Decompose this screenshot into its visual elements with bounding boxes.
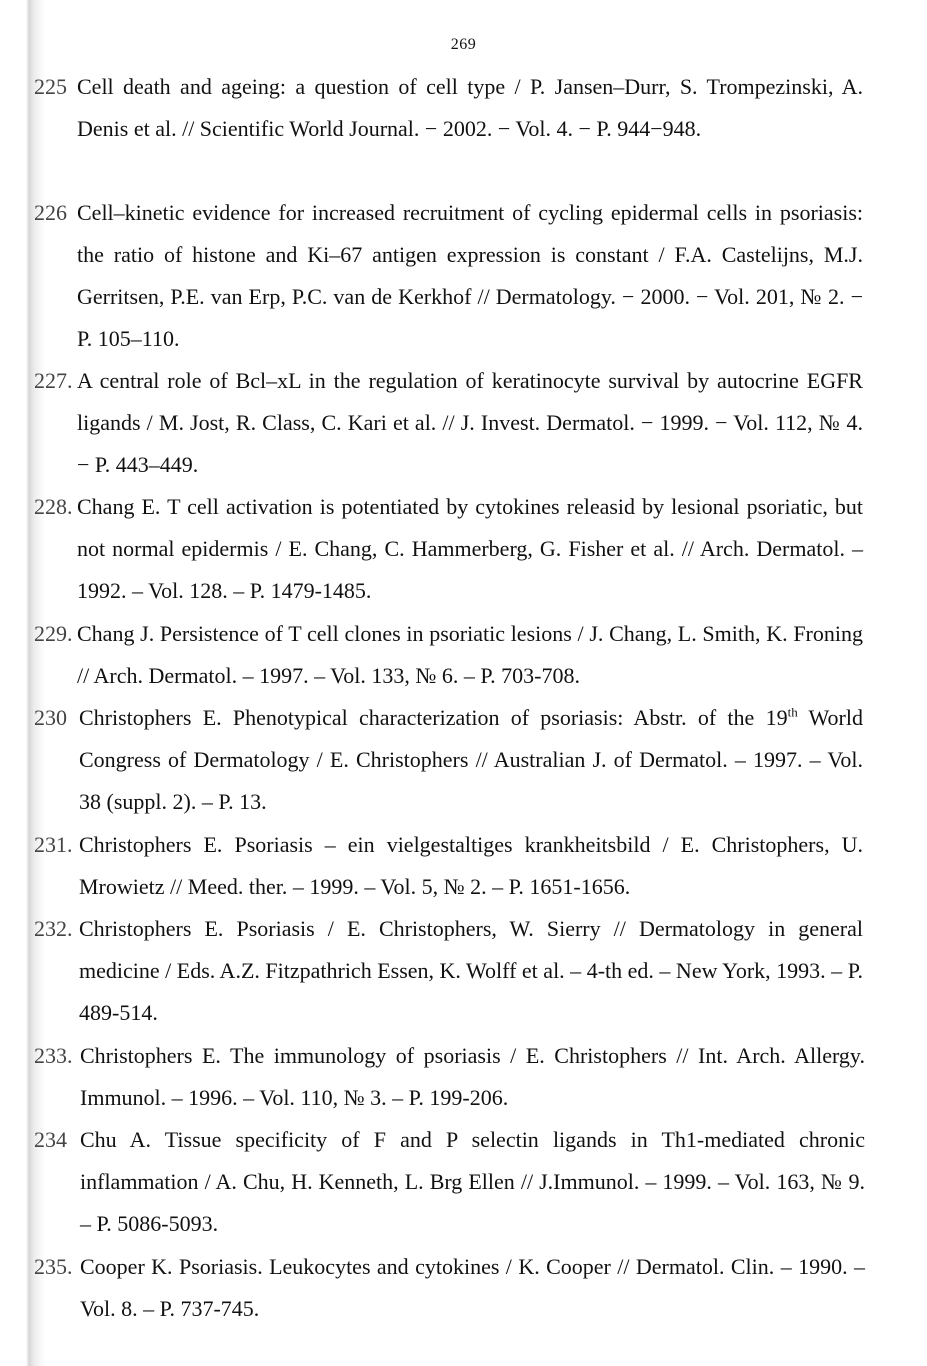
- reference-text: A central role of Bcl–xL in the regulation of keratinocyte survival by autocrine EGFR ligands / M. Jost, R. Class, C. Kari et al. // J. Invest. Dermatol. − 1999. − Vol. 112, № 4. − P. 443–449.: [77, 368, 863, 477]
- page-number: 269: [450, 36, 477, 53]
- reference-text: [79, 697, 863, 823]
- reference-text: Cell–kinetic evidence for increased recruitment of cycling epidermal cells in psoriasis: the ratio of histone and Ki–67 antigen expression is constant / F.A. Castelijns, M.J. Gerritsen, P.E. van Erp, P.C. van de Kerkhof // Dermatology. − 2000. − Vol. 201, № 2. − P. 105–110.: [77, 200, 863, 351]
- reference-number: 233.: [34, 1043, 73, 1068]
- reference-number: 229.: [34, 621, 73, 646]
- reference-number: 227.: [34, 368, 73, 393]
- reference-text: Christophers E. Psoriasis / E. Christophers, W. Sierry // Dermatology in general medicine / Eds. A.Z. Fitzpathrich Essen, K. Wolff et al. – 4-th ed. – New York, 1993. – P. 489-514.: [79, 916, 863, 1025]
- reference-number: 232.: [34, 916, 73, 941]
- reference-number: 228.: [34, 494, 73, 519]
- reference-number: 235.: [34, 1254, 73, 1279]
- reference-number: 234: [34, 1127, 67, 1152]
- reference-text: Chang E. T cell activation is potentiated by cytokines releasid by lesional psoriatic, but not normal epidermis / E. Chang, C. Hammerberg, G. Fisher et al. // Arch. Dermatol. – 1992. – Vol. 128. – P. 1479-1485.: [77, 494, 863, 603]
- reference-number: 226: [34, 200, 67, 225]
- reference-text: Christophers E. The immunology of psoriasis / E. Christophers // Int. Arch. Allergy. Immunol. – 1996. – Vol. 110, № 3. – P. 199-206.: [80, 1043, 865, 1110]
- reference-number: 225: [34, 74, 67, 99]
- reference-text: Chu A. Tissue specificity of F and P selectin ligands in Th1-mediated chronic inflammation / A. Chu, H. Kenneth, L. Brg Ellen // J.Immunol. – 1999. – Vol. 163, № 9. – P. 5086-5093.: [80, 1127, 865, 1236]
- reference-text: Chang J. Persistence of T cell clones in psoriatic lesions / J. Chang, L. Smith, K. Froning // Arch. Dermatol. – 1997. – Vol. 133, № 6. – P. 703-708.: [77, 621, 863, 688]
- reference-text: Christophers E. Psoriasis – ein vielgestaltiges krankheitsbild / E. Christophers, U. Mrowietz // Meed. ther. – 1999. – Vol. 5, № 2. – P. 1651-1656.: [79, 832, 863, 899]
- reference-number: 230: [34, 705, 67, 730]
- reference-text-part: Christophers E. Phenotypical characterization of psoriasis: Abstr. of the 19: [79, 705, 788, 730]
- reference-number: 231.: [34, 832, 73, 857]
- reference-text: Cell death and ageing: a question of cell type / P. Jansen–Durr, S. Trompezinski, A. Denis et al. // Scientific World Journal. − 2002. − Vol. 4. − P. 944−948.: [77, 74, 863, 141]
- reference-text: Cooper K. Psoriasis. Leukocytes and cytokines / K. Cooper // Dermatol. Clin. – 1990. – Vol. 8. – P. 737-745.: [80, 1254, 865, 1321]
- ordinal-superscript: th: [787, 704, 798, 720]
- reference-text-part: World Congress of Dermatology / E. Christophers // Australian J. of Dermatol. – 1997. – Vol. 38 (suppl. 2). – P. 13.: [79, 705, 863, 814]
